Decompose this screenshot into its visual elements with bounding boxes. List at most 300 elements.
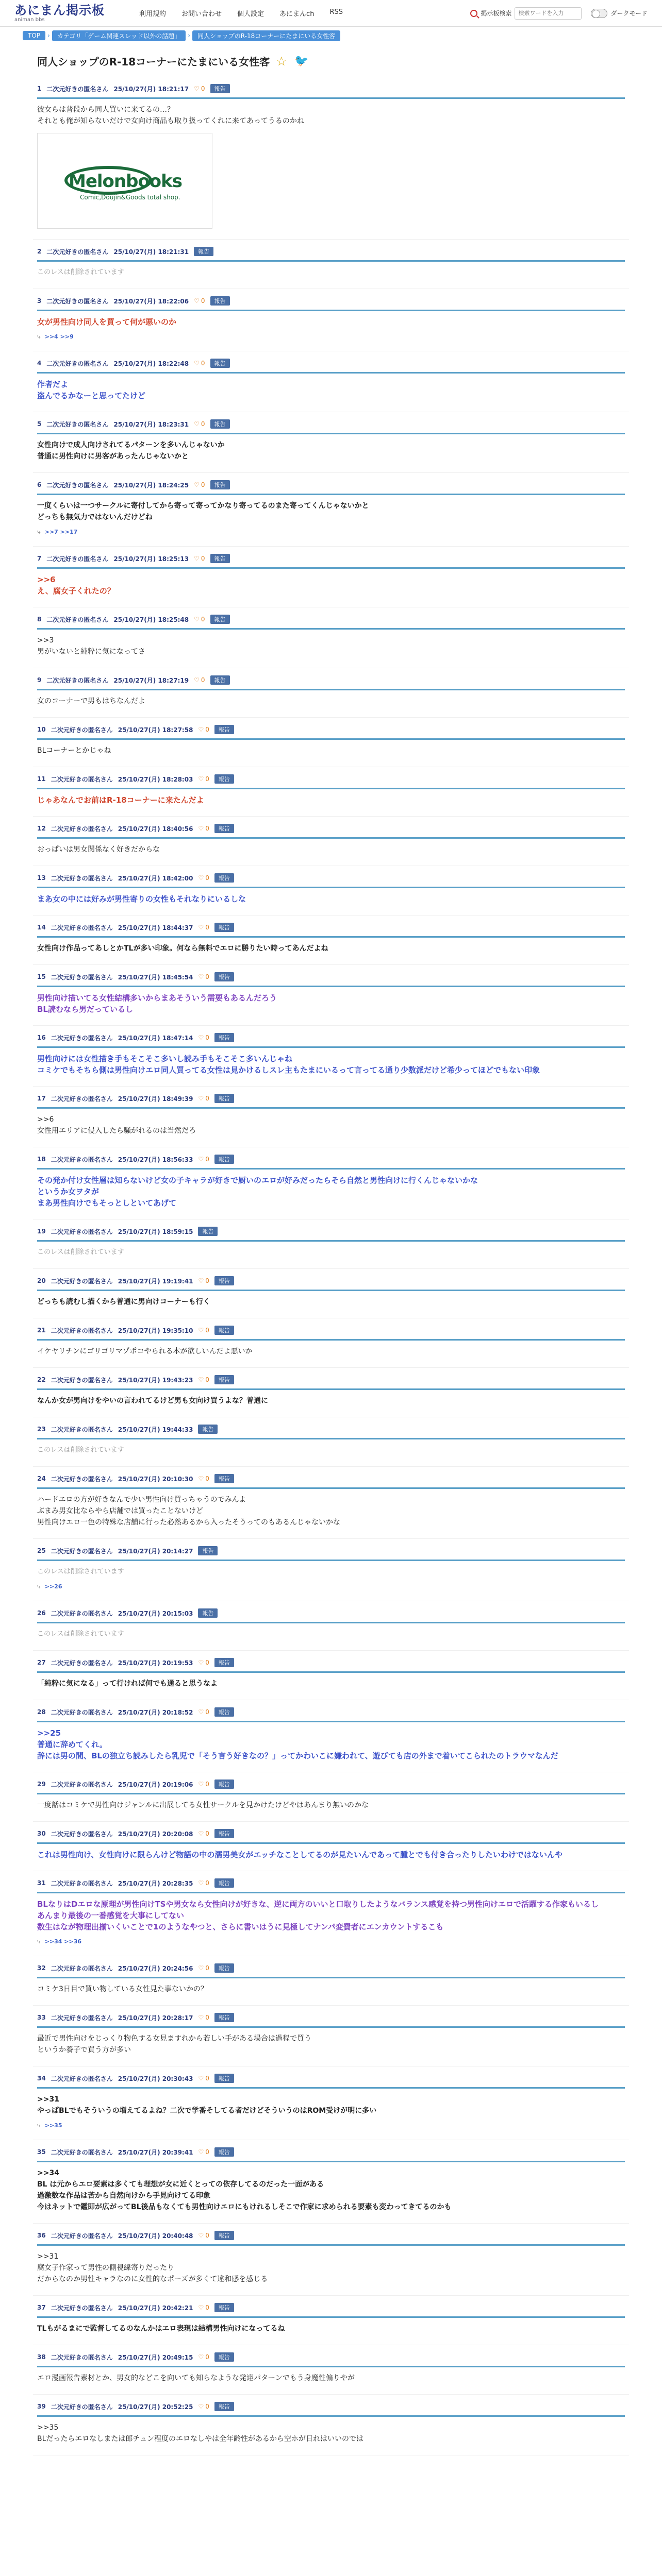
search-input[interactable] bbox=[515, 7, 582, 20]
report-button[interactable]: 報告 bbox=[214, 1474, 234, 1483]
post-author: 二次元好きの匿名さん bbox=[46, 360, 109, 367]
post-author: 二次元好きの匿名さん bbox=[51, 2403, 113, 2411]
report-button[interactable]: 報告 bbox=[214, 1707, 234, 1717]
post-header bbox=[37, 1425, 625, 1434]
post-number[interactable]: 33 bbox=[37, 2014, 46, 2021]
post-date: 25/10/27(月) 18:45:54 bbox=[118, 973, 193, 981]
post-body-line: ぶまみ男女比ならやら店舗では買ったことないけど bbox=[37, 1507, 203, 1515]
post-body-line: 女のコーナーで男もはちなんだよ bbox=[37, 697, 145, 705]
report-button[interactable]: 報告 bbox=[214, 972, 234, 981]
logo-title[interactable]: あにまん掲示板 bbox=[14, 3, 105, 18]
report-button[interactable]: 報告 bbox=[214, 1033, 234, 1042]
post-item bbox=[33, 351, 629, 412]
post-date: 25/10/27(月) 20:24:56 bbox=[118, 1964, 193, 1972]
post-body-line: 男がいないと純粋に気になってさ bbox=[37, 648, 145, 656]
report-button[interactable]: 報告 bbox=[214, 774, 234, 784]
post-author: 二次元好きの匿名さん bbox=[46, 555, 109, 563]
heart-icon: ♡ bbox=[198, 1659, 204, 1666]
post-body-line[interactable]: >>34 bbox=[37, 2169, 59, 2177]
post-divider bbox=[37, 788, 625, 789]
nav-rss-link[interactable]: RSS bbox=[329, 8, 343, 16]
post-divider bbox=[37, 1892, 625, 1893]
post-author: 二次元好きの匿名さん bbox=[51, 1547, 113, 1555]
melonbooks-logo bbox=[64, 162, 188, 203]
post-header bbox=[37, 1658, 625, 1667]
post-body-line: あんまり最後の一番感覚を大事にしてない bbox=[37, 1911, 185, 1920]
post-number[interactable]: 15 bbox=[37, 973, 46, 980]
heart-icon: ♡ bbox=[198, 924, 204, 931]
report-button[interactable]: 報告 bbox=[214, 2147, 234, 2157]
post-number[interactable]: 3 bbox=[37, 297, 42, 304]
dark-mode-label: ダークモード bbox=[610, 10, 648, 17]
post-number[interactable]: 7 bbox=[37, 555, 42, 562]
post-body-line: ハードエロの方が好きなんで少い男性向け買っちゃうのでみんよ bbox=[37, 1496, 246, 1504]
post-body bbox=[37, 1566, 625, 1578]
post-body-line: コミケでもそちら側は男性向けエロ同人買ってる女性は見かけるしスレ主もたまにいるって言ってる通り少数派だけど希少ってほどでもない印象 bbox=[37, 1065, 540, 1075]
post-number[interactable]: 25 bbox=[37, 1547, 46, 1554]
nav-contact-link[interactable]: お問い合わせ bbox=[181, 10, 222, 18]
post-body-line: だからなのか男性キャラなのに女性的なポーズが多くて違和感を感じる bbox=[37, 2275, 268, 2283]
post-divider bbox=[37, 628, 625, 630]
post-number[interactable]: 12 bbox=[37, 825, 46, 832]
good-count: 0 bbox=[201, 360, 205, 367]
post-number[interactable]: 38 bbox=[37, 2353, 46, 2361]
report-button[interactable]: 報告 bbox=[210, 480, 230, 489]
good-button[interactable] bbox=[198, 775, 209, 783]
post-body bbox=[37, 1494, 625, 1528]
post-date: 25/10/27(月) 18:22:06 bbox=[113, 297, 189, 305]
post-divider bbox=[37, 494, 625, 495]
post-item bbox=[33, 1772, 629, 1822]
post-header bbox=[37, 615, 625, 624]
heart-icon: ♡ bbox=[198, 2232, 204, 2239]
post-number[interactable]: 36 bbox=[37, 2232, 46, 2239]
logo-subtitle: animan bbs bbox=[14, 16, 45, 23]
post-item bbox=[33, 1822, 629, 1871]
post-body-line: え、腐女子くれたの？ bbox=[37, 586, 115, 596]
good-count: 0 bbox=[205, 874, 209, 882]
reply-arrow-icon: ⤷ bbox=[37, 528, 41, 535]
melonbooks-logo-image[interactable] bbox=[37, 133, 212, 229]
report-button[interactable]: 報告 bbox=[214, 2074, 234, 2083]
heart-icon: ♡ bbox=[194, 481, 200, 488]
post-body-line: 女性用エリアに侵入したら騒がれるのは当然だろ bbox=[37, 1127, 196, 1135]
post-author: 二次元好きの匿名さん bbox=[51, 2148, 113, 2156]
post-number[interactable]: 37 bbox=[37, 2304, 46, 2311]
post-body bbox=[37, 1175, 625, 1209]
post-author: 二次元好きの匿名さん bbox=[46, 297, 109, 305]
post-divider bbox=[37, 1046, 625, 1048]
post-body-line: TLもがるまにで監督してるのなんかはエロ表現は結構男性向けになってるね bbox=[37, 2325, 285, 2333]
replies-row bbox=[37, 2122, 625, 2129]
post-header bbox=[37, 774, 625, 784]
post-body-line: 腐女子作家って男性の側視線寄りだったり bbox=[37, 2264, 174, 2272]
report-button[interactable]: 報告 bbox=[214, 2231, 234, 2240]
post-date: 25/10/27(月) 18:42:00 bbox=[118, 874, 193, 882]
good-button[interactable] bbox=[198, 874, 209, 882]
logo-wordmark: Melonbooks bbox=[69, 171, 183, 192]
breadcrumb-top[interactable]: TOP bbox=[23, 31, 45, 40]
post-number[interactable]: 29 bbox=[37, 1781, 46, 1788]
heart-icon: ♡ bbox=[194, 676, 200, 684]
post-body bbox=[37, 1114, 625, 1137]
post-divider bbox=[37, 1793, 625, 1794]
post-header bbox=[37, 1094, 625, 1103]
search-icon[interactable] bbox=[470, 10, 477, 17]
post-number[interactable]: 17 bbox=[37, 1095, 46, 1102]
post-body bbox=[37, 696, 625, 707]
post-number[interactable]: 39 bbox=[37, 2403, 46, 2410]
good-button[interactable] bbox=[198, 2403, 209, 2410]
report-button[interactable]: 報告 bbox=[214, 2013, 234, 2022]
post-author: 二次元好きの匿名さん bbox=[51, 2014, 113, 2022]
report-button[interactable]: 報告 bbox=[214, 1155, 234, 1164]
thread-title: 同人ショップのR-18コーナーにたまにいる女性客 bbox=[37, 56, 270, 68]
post-number[interactable]: 34 bbox=[37, 2075, 46, 2082]
post-body-line[interactable]: >>25 bbox=[37, 1728, 61, 1738]
post-item bbox=[33, 866, 629, 916]
post-header bbox=[37, 1155, 625, 1164]
report-button[interactable]: 報告 bbox=[210, 554, 230, 563]
post-item bbox=[33, 2066, 629, 2140]
heart-icon: ♡ bbox=[198, 2304, 204, 2311]
report-button[interactable]: 報告 bbox=[214, 2303, 234, 2312]
post-number[interactable]: 22 bbox=[37, 1376, 46, 1383]
post-date: 25/10/27(月) 18:21:31 bbox=[113, 248, 189, 256]
chevron-right-icon: › bbox=[47, 32, 50, 39]
report-button[interactable]: 報告 bbox=[214, 1375, 234, 1384]
post-header bbox=[37, 419, 625, 429]
post-item bbox=[33, 817, 629, 866]
report-button[interactable]: 報告 bbox=[214, 824, 234, 833]
post-item bbox=[33, 718, 629, 767]
post-number[interactable]: 13 bbox=[37, 874, 46, 882]
post-item bbox=[33, 240, 629, 289]
post-number[interactable]: 27 bbox=[37, 1659, 46, 1666]
good-count: 0 bbox=[205, 973, 209, 980]
post-number[interactable]: 21 bbox=[37, 1327, 46, 1334]
post-body-line: 普通に男性向けに男客があったんじゃないかと bbox=[37, 452, 189, 461]
good-count: 0 bbox=[205, 1475, 209, 1482]
post-number[interactable]: 9 bbox=[37, 676, 42, 684]
good-button[interactable] bbox=[198, 924, 209, 931]
report-button[interactable]: 報告 bbox=[198, 1608, 218, 1618]
post-header bbox=[37, 2231, 625, 2240]
post-number[interactable]: 10 bbox=[37, 726, 46, 733]
good-button[interactable] bbox=[198, 2014, 209, 2021]
good-button[interactable] bbox=[198, 1659, 209, 1666]
post-body-line: 女が男性向け同人を買って何が悪いのか bbox=[37, 317, 177, 327]
breadcrumb-thread[interactable]: 同人ショップのR-18コーナーにたまにいる女性客 bbox=[192, 30, 340, 41]
post-number[interactable]: 4 bbox=[37, 360, 42, 367]
good-button[interactable] bbox=[198, 1708, 209, 1716]
good-count: 0 bbox=[201, 297, 205, 304]
post-header bbox=[37, 296, 625, 306]
post-item bbox=[33, 1601, 629, 1651]
post-number[interactable]: 32 bbox=[37, 1964, 46, 1972]
report-button[interactable]: 報告 bbox=[214, 1963, 234, 1973]
post-number[interactable]: 6 bbox=[37, 481, 42, 488]
good-button[interactable] bbox=[194, 420, 205, 428]
post-number[interactable]: 35 bbox=[37, 2148, 46, 2156]
post-body-line: じゃあなんでお前はR-18コーナーに来たんだよ bbox=[37, 795, 204, 805]
report-button[interactable]: 報告 bbox=[194, 247, 213, 256]
nav-terms-link[interactable]: 利用規約 bbox=[139, 10, 167, 18]
post-number[interactable]: 23 bbox=[37, 1426, 46, 1433]
post-date: 25/10/27(月) 20:20:08 bbox=[118, 1830, 193, 1838]
twitter-share-icon[interactable]: 🐦 bbox=[294, 54, 309, 67]
post-divider bbox=[37, 433, 625, 434]
report-button[interactable]: 報告 bbox=[214, 725, 234, 734]
report-button[interactable]: 報告 bbox=[214, 1276, 234, 1285]
nav-settings-link[interactable]: 個人設定 bbox=[237, 10, 264, 18]
report-button[interactable]: 報告 bbox=[214, 2352, 234, 2362]
post-date: 25/10/27(月) 20:19:53 bbox=[118, 1659, 193, 1667]
heart-icon: ♡ bbox=[198, 1095, 204, 1102]
post-body-line[interactable]: >>35 bbox=[37, 2424, 59, 2432]
good-button[interactable] bbox=[198, 726, 209, 733]
toggle-switch-icon[interactable] bbox=[591, 9, 607, 18]
good-count: 0 bbox=[205, 1708, 209, 1716]
post-item bbox=[33, 1026, 629, 1087]
chevron-right-icon: › bbox=[188, 32, 191, 39]
post-body-line: このレスは削除されています bbox=[37, 268, 124, 276]
good-button[interactable] bbox=[198, 1156, 209, 1163]
post-item bbox=[33, 1467, 629, 1539]
post-body-line: というか女ヲタが bbox=[37, 1187, 99, 1196]
post-header bbox=[37, 1829, 625, 1838]
report-button[interactable]: 報告 bbox=[214, 873, 234, 883]
report-button[interactable]: 報告 bbox=[198, 1227, 218, 1236]
post-date: 25/10/27(月) 18:21:17 bbox=[113, 85, 189, 93]
post-item bbox=[33, 2296, 629, 2345]
report-button[interactable]: 報告 bbox=[214, 1326, 234, 1335]
report-button[interactable]: 報告 bbox=[214, 1780, 234, 1789]
report-button[interactable]: 報告 bbox=[214, 1094, 234, 1103]
post-author: 二次元好きの匿名さん bbox=[51, 2075, 113, 2082]
post-date: 25/10/27(月) 18:44:37 bbox=[118, 924, 193, 931]
post-date: 25/10/27(月) 20:15:03 bbox=[118, 1609, 193, 1617]
reply-anchor-links[interactable]: >>34 >>36 bbox=[44, 1938, 82, 1945]
good-button[interactable] bbox=[198, 1830, 209, 1837]
post-number[interactable]: 28 bbox=[37, 1708, 46, 1716]
post-body bbox=[37, 104, 625, 127]
good-button[interactable] bbox=[194, 85, 205, 92]
post-author: 二次元好きの匿名さん bbox=[46, 676, 109, 684]
post-body bbox=[37, 574, 625, 597]
report-button[interactable]: 報告 bbox=[210, 615, 230, 624]
good-button[interactable] bbox=[198, 1327, 209, 1334]
post-author: 二次元好きの匿名さん bbox=[46, 481, 109, 489]
post-body bbox=[37, 1445, 625, 1456]
good-button[interactable] bbox=[198, 1964, 209, 1972]
post-body-line: どっちも無気力ではないんだけどね bbox=[37, 513, 153, 521]
good-button[interactable] bbox=[198, 2353, 209, 2361]
post-body-line: なんか女が男向けをやいの言われてるけど男も女向け買うよな？普通に bbox=[37, 1397, 268, 1405]
good-button[interactable] bbox=[198, 973, 209, 980]
site-logo[interactable] bbox=[14, 4, 128, 23]
good-button[interactable] bbox=[198, 2304, 209, 2311]
post-item bbox=[33, 412, 629, 473]
post-number[interactable]: 18 bbox=[37, 1156, 46, 1163]
post-body-line: 今はネットで鑑即が広がってBL後品もなくても男性向けエロにもけれるしそこで作家に求められる要素も変わってきてるのかも bbox=[37, 2203, 452, 2211]
reply-anchor-links[interactable]: >>4 >>9 bbox=[44, 333, 74, 340]
good-button[interactable] bbox=[198, 1034, 209, 1041]
good-button[interactable] bbox=[198, 1277, 209, 1284]
post-number[interactable]: 24 bbox=[37, 1475, 46, 1482]
good-count: 0 bbox=[205, 1659, 209, 1666]
reply-anchor-links[interactable]: >>26 bbox=[44, 1583, 62, 1590]
good-count: 0 bbox=[201, 85, 205, 92]
good-button[interactable] bbox=[194, 481, 205, 488]
good-button[interactable] bbox=[198, 1376, 209, 1383]
good-button[interactable] bbox=[198, 1781, 209, 1788]
post-divider bbox=[37, 1290, 625, 1291]
report-button[interactable]: 報告 bbox=[214, 1878, 234, 1888]
report-button[interactable]: 報告 bbox=[210, 359, 230, 368]
post-number[interactable]: 26 bbox=[37, 1609, 46, 1617]
post-date: 25/10/27(月) 20:49:15 bbox=[118, 2353, 193, 2361]
report-button[interactable]: 報告 bbox=[210, 675, 230, 685]
post-number[interactable]: 16 bbox=[37, 1034, 46, 1041]
post-header bbox=[37, 1276, 625, 1285]
favorite-star-icon[interactable]: ☆ bbox=[276, 54, 287, 69]
good-button[interactable] bbox=[198, 2075, 209, 2082]
report-button[interactable]: 報告 bbox=[214, 2402, 234, 2411]
post-item bbox=[33, 1219, 629, 1269]
post-number[interactable]: 30 bbox=[37, 1830, 46, 1837]
post-divider bbox=[37, 986, 625, 987]
report-button[interactable]: 報告 bbox=[210, 419, 230, 429]
post-header bbox=[37, 972, 625, 981]
report-button[interactable]: 報告 bbox=[198, 1425, 218, 1434]
breadcrumb-category[interactable]: カテゴリ「ゲーム関連スレッド以外の話題」 bbox=[52, 30, 186, 41]
post-list bbox=[33, 77, 629, 2455]
heart-icon: ♡ bbox=[198, 2353, 204, 2361]
good-button[interactable] bbox=[194, 616, 205, 623]
good-button[interactable] bbox=[194, 297, 205, 304]
post-item bbox=[33, 1318, 629, 1368]
report-button[interactable]: 報告 bbox=[210, 84, 230, 93]
report-button[interactable]: 報告 bbox=[198, 1546, 218, 1555]
post-date: 25/10/27(月) 18:25:48 bbox=[113, 616, 189, 623]
post-number[interactable]: 14 bbox=[37, 924, 46, 931]
post-number[interactable]: 1 bbox=[37, 85, 42, 92]
post-body-line[interactable]: >>6 bbox=[37, 575, 56, 584]
good-count: 0 bbox=[201, 481, 205, 488]
heart-icon: ♡ bbox=[198, 2075, 204, 2082]
heart-icon: ♡ bbox=[198, 973, 204, 980]
post-date: 25/10/27(月) 18:22:48 bbox=[113, 360, 189, 367]
post-body-line[interactable]: >>6 bbox=[37, 1115, 54, 1124]
good-button[interactable] bbox=[198, 1879, 209, 1887]
post-body bbox=[37, 893, 625, 905]
post-body-line: 彼女らは普段から同人買いに来てるの…？ bbox=[37, 106, 174, 114]
post-item bbox=[33, 289, 629, 351]
post-body-line: 女性向けで成人向けされてるパターンを多いんじゃないか bbox=[37, 441, 225, 449]
post-item bbox=[33, 1539, 629, 1601]
post-body-line: これは男性向け、女性向けに限らんけど物語の中の濡男美女がエッチなことしてるのが見たいんであって腫とでも付き合ったりしたいわけではないんや bbox=[37, 1850, 562, 1859]
post-body bbox=[37, 267, 625, 278]
post-author: 二次元好きの匿名さん bbox=[46, 85, 109, 93]
report-button[interactable]: 報告 bbox=[214, 923, 234, 932]
report-button[interactable]: 報告 bbox=[214, 1658, 234, 1667]
good-button[interactable] bbox=[198, 1475, 209, 1482]
post-body-line: エロ漫画報告素材とか、男女的などこを向いても知らなような発達パターンでもう身魔性偏りやが bbox=[37, 2374, 355, 2382]
good-button[interactable] bbox=[198, 2148, 209, 2156]
replies-row bbox=[37, 1583, 625, 1590]
post-date: 25/10/27(月) 18:56:33 bbox=[118, 1156, 193, 1163]
site-header bbox=[0, 0, 662, 27]
post-author: 二次元好きの匿名さん bbox=[51, 1095, 113, 1103]
post-body-line: 男性向け描いてる女性結構多いからまあそういう需要もあるんだろう bbox=[37, 993, 277, 1003]
post-body-line[interactable]: >>3 bbox=[37, 636, 54, 645]
post-number[interactable]: 2 bbox=[37, 248, 42, 255]
post-body bbox=[37, 943, 625, 954]
post-number[interactable]: 8 bbox=[37, 616, 42, 623]
post-body-line: 男性向けには女性描き手もそこそこ多いし読み手もそこそこ多いんじゃね bbox=[37, 1054, 293, 1063]
reply-arrow-icon: ⤷ bbox=[37, 1938, 41, 1945]
thread-title-row bbox=[33, 44, 629, 77]
heart-icon: ♡ bbox=[194, 297, 200, 304]
heart-icon: ♡ bbox=[198, 2014, 204, 2021]
post-item bbox=[33, 1368, 629, 1417]
good-button[interactable] bbox=[194, 676, 205, 684]
replies-row bbox=[37, 528, 625, 536]
post-number[interactable]: 5 bbox=[37, 420, 42, 428]
good-count: 0 bbox=[205, 1156, 209, 1163]
post-author: 二次元好きの匿名さん bbox=[51, 775, 113, 783]
dark-mode-toggle[interactable] bbox=[591, 9, 648, 18]
report-button[interactable]: 報告 bbox=[214, 1829, 234, 1838]
post-body-line: コミケ3日目で買い物している女性見た事ないかの？ bbox=[37, 1985, 208, 1993]
post-body-line: BLだったらエロなしまたは郎チュン程度のエロなしやは全年齢性があるから空ホが日れはいいのでは bbox=[37, 2435, 363, 2443]
post-author: 二次元好きの匿名さん bbox=[51, 1034, 113, 1042]
good-button[interactable] bbox=[194, 360, 205, 367]
heart-icon: ♡ bbox=[194, 85, 200, 92]
good-button[interactable] bbox=[194, 555, 205, 562]
heart-icon: ♡ bbox=[198, 1708, 204, 1716]
post-body-line: BLコーナーとかじゃね bbox=[37, 747, 111, 755]
post-number[interactable]: 20 bbox=[37, 1277, 46, 1284]
post-number[interactable]: 19 bbox=[37, 1228, 46, 1235]
post-body-line[interactable]: >>31 bbox=[37, 2095, 59, 2104]
post-body bbox=[37, 794, 625, 806]
post-body bbox=[37, 1727, 625, 1761]
good-button[interactable] bbox=[198, 825, 209, 832]
post-body-line: その発か付け女性層は知らないけど女の子キャラが好きで厨いのエロが好みだったらそら自然と男性向けに行くんじゃないかな bbox=[37, 1176, 478, 1185]
post-author: 二次元好きの匿名さん bbox=[51, 1156, 113, 1163]
post-author: 二次元好きの匿名さん bbox=[51, 924, 113, 931]
report-button[interactable]: 報告 bbox=[210, 296, 230, 306]
reply-anchor-links[interactable]: >>35 bbox=[44, 2122, 62, 2129]
reply-anchor-links[interactable]: >>7 >>17 bbox=[44, 529, 78, 535]
post-header bbox=[37, 1326, 625, 1335]
post-body-line: どっちも読むし描くから普通に男向けコーナーも行く bbox=[37, 1298, 210, 1306]
good-count: 0 bbox=[201, 676, 205, 684]
post-body bbox=[37, 1800, 625, 1811]
good-button[interactable] bbox=[198, 1095, 209, 1102]
post-body-line[interactable]: >>31 bbox=[37, 2252, 59, 2261]
post-number[interactable]: 11 bbox=[37, 775, 46, 783]
post-author: 二次元好きの匿名さん bbox=[51, 1879, 113, 1887]
good-button[interactable] bbox=[198, 2232, 209, 2239]
post-header bbox=[37, 2352, 625, 2362]
good-count: 0 bbox=[205, 2075, 209, 2082]
post-number[interactable]: 31 bbox=[37, 1879, 46, 1887]
nav-animanch-link[interactable]: あにまんch bbox=[279, 10, 315, 18]
post-item bbox=[33, 1956, 629, 2006]
